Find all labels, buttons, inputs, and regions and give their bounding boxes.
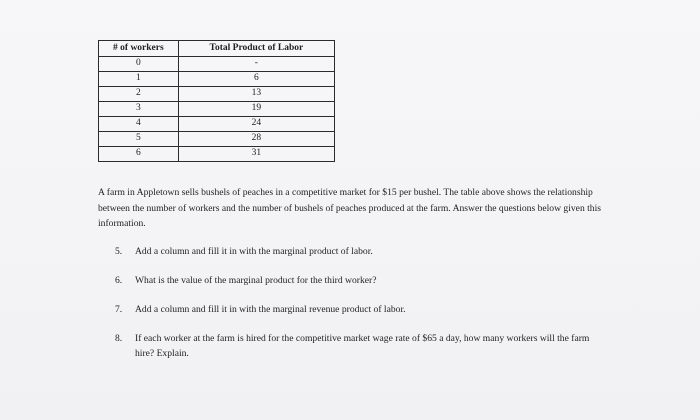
question-list — [98, 244, 618, 362]
table-row — [99, 57, 335, 72]
question-item — [98, 244, 590, 260]
workers-cell: 4 — [99, 117, 179, 132]
question-text: If each worker at the farm is hired for the competitive market wage rate of $65 a day, how many workers will the farm hire? Explain. — [135, 332, 590, 359]
workers-cell: 0 — [99, 57, 179, 72]
total-product-cell: 13 — [178, 87, 334, 102]
total-product-cell: 31 — [178, 147, 334, 162]
table-header-row — [99, 41, 335, 57]
table-row — [99, 72, 335, 87]
header-workers: # of workers — [99, 41, 179, 57]
workers-cell: 3 — [99, 102, 179, 117]
workers-product-table — [98, 40, 335, 162]
table-row — [99, 117, 335, 132]
workers-cell: 1 — [99, 72, 179, 87]
question-text: Add a column and fill it in with the marginal revenue product of labor. — [135, 303, 406, 315]
table-row — [99, 147, 335, 162]
workers-cell: 6 — [99, 147, 179, 162]
total-product-cell: 28 — [178, 132, 334, 147]
table-row — [99, 132, 335, 147]
question-item — [98, 331, 590, 362]
header-total-product: Total Product of Labor — [178, 41, 334, 57]
question-number: 8. — [115, 332, 123, 344]
workers-cell: 5 — [99, 132, 179, 147]
question-number: 6. — [115, 274, 123, 286]
table-row — [99, 102, 335, 117]
total-product-cell: 6 — [178, 72, 334, 87]
total-product-cell: 19 — [178, 102, 334, 117]
question-item — [98, 273, 590, 289]
question-item — [98, 302, 590, 318]
document-body — [98, 40, 618, 375]
question-number: 7. — [115, 303, 123, 315]
total-product-cell: 24 — [178, 117, 334, 132]
question-number: 5. — [115, 245, 123, 257]
total-product-cell: - — [178, 57, 334, 72]
table-row — [99, 87, 335, 102]
question-text: Add a column and fill it in with the marginal product of labor. — [135, 245, 373, 257]
problem-paragraph: A farm in Appletown sells bushels of peaches in a competitive market for $15 per bushel. The table above shows the relationship between the number of workers and the number of bushels of peaches produced at the farm. Answer the questions below given this information. — [98, 187, 601, 229]
question-text: What is the value of the marginal product for the third worker? — [135, 274, 377, 286]
workers-cell: 2 — [99, 87, 179, 102]
